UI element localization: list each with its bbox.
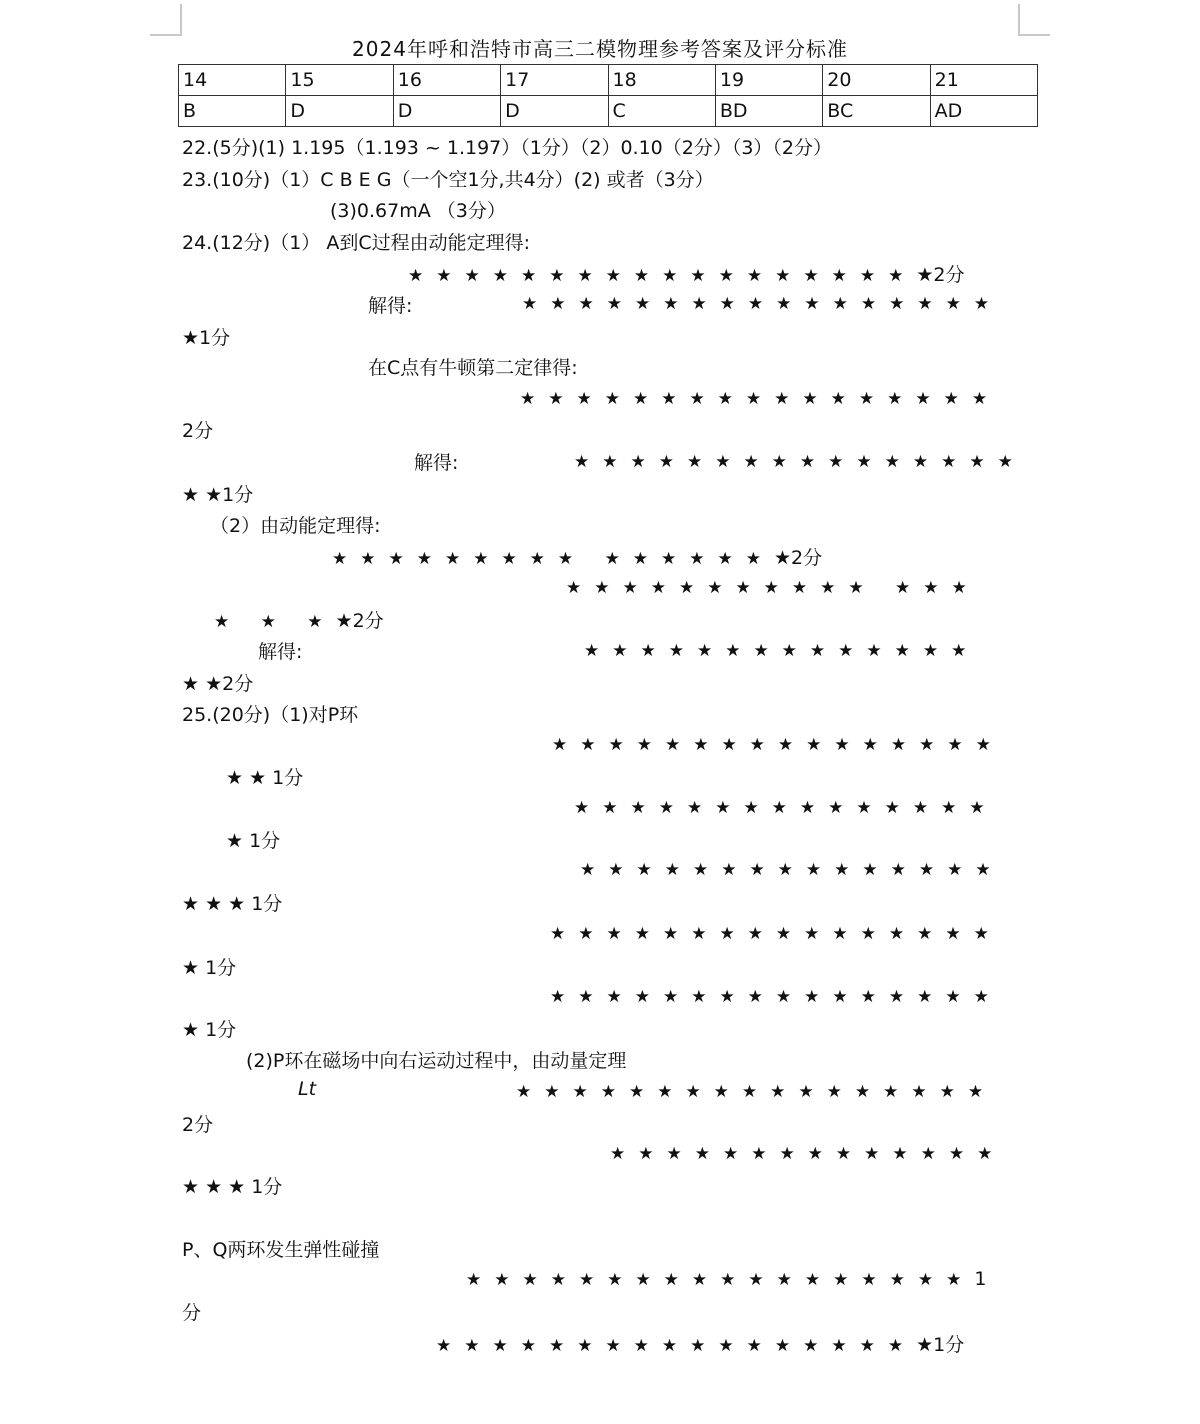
table-cell: 15: [286, 65, 393, 96]
formula-placeholder: ★★★★★★★★★★★★★★: [610, 1144, 1006, 1164]
formula-placeholder: ★★★★★★★★★★★ ★★★: [566, 578, 980, 598]
score-mark: ★ ★ ★ 1分: [182, 893, 283, 915]
page-title: 2024年呼和浩特市高三二模物理参考答案及评分标准: [352, 37, 848, 61]
score-mark: ★ 1分: [182, 957, 237, 979]
table-cell: BC: [823, 96, 930, 127]
table-cell: 21: [930, 65, 1037, 96]
score-mark: ★ ★ ★ 1分: [182, 1176, 283, 1198]
answer-line-newton: 在C点有牛顿第二定律得:: [368, 357, 578, 379]
table-cell: D: [501, 96, 608, 127]
formula-placeholder: ★★★★★★★★★★★★★★★★: [552, 735, 1004, 755]
table-cell: C: [608, 96, 715, 127]
page-corner-mark-left: [150, 4, 182, 36]
table-cell: B: [179, 96, 286, 127]
table-cell: AD: [930, 96, 1037, 127]
table-cell: D: [393, 96, 500, 127]
table-row-question-numbers: [179, 65, 1038, 96]
formula-placeholder: ★★★★★★★★★★★★★★★★★★1: [466, 1268, 987, 1290]
solve-label: 解得:: [414, 452, 459, 474]
formula-placeholder: ★★★★★★★★★★★★★★★: [574, 798, 998, 818]
formula-placeholder: ★★★★★★★★★★★★★★★★: [550, 924, 1002, 944]
page-corner-mark-right: [1018, 4, 1050, 36]
table-cell: 14: [179, 65, 286, 96]
table-cell: 18: [608, 65, 715, 96]
table-cell: D: [286, 96, 393, 127]
score-mark: ★ 1分: [226, 830, 281, 852]
table-cell: 16: [393, 65, 500, 96]
formula-placeholder: ★★★★★★★★★★★★★★★: [580, 860, 1004, 880]
formula-placeholder: ★★★★★★★★★★★★★★: [584, 641, 980, 661]
score-mark: ★ ★2分: [182, 673, 254, 695]
formula-placeholder: ★★★★★★★★★★★★★★★★★: [516, 1082, 997, 1102]
formula-placeholder: ★★★★★★★★★ ★★★★★★★2分: [332, 547, 823, 569]
solve-label: 解得:: [258, 641, 303, 663]
score-mark: ★ ★ ★★2分: [214, 610, 384, 632]
formula-placeholder: ★★★★★★★★★★★★★★★★★: [522, 294, 1003, 314]
formula-fragment: Lt: [298, 1078, 317, 1100]
score-mark: 分: [182, 1302, 202, 1324]
formula-placeholder: ★★★★★★★★★★★★★★★★: [574, 452, 1026, 472]
answer-line-q23-part3: (3)0.67mA （3分）: [330, 200, 506, 222]
formula-placeholder: ★★★★★★★★★★★★★★★★: [550, 987, 1002, 1007]
answer-line-q25-part2: (2)P环在磁场中向右运动过程中，由动量定理: [246, 1050, 627, 1072]
answer-line-q24: 24.(12分)（1） A到C过程由动能定理得:: [182, 232, 531, 254]
answer-table: [178, 64, 1038, 127]
table-cell: BD: [715, 96, 822, 127]
table-cell: 19: [715, 65, 822, 96]
answer-line-q25: 25.(20分)（1)对P环: [182, 704, 359, 726]
answer-line-q22: 22.(5分)(1) 1.195（1.193 ~ 1.197）（1分）（2）0.10（2分）（3）（2分）: [182, 137, 833, 159]
formula-placeholder: ★★★★★★★★★★★★★★★★★★1分: [436, 1334, 965, 1356]
answer-line-q24-part2: （2）由动能定理得:: [210, 515, 381, 537]
table-row-answers: [179, 96, 1038, 127]
answer-line-q23: 23.(10分)（1）C B E G（一个空1分,共4分）(2) 或者（3分）: [182, 169, 714, 191]
answer-line-collision: P、Q两环发生弹性碰撞: [182, 1239, 380, 1261]
score-mark: 2分: [182, 1114, 214, 1136]
score-mark: ★ ★ 1分: [226, 767, 304, 789]
score-mark: ★1分: [182, 327, 231, 349]
formula-placeholder: ★★★★★★★★★★★★★★★★★: [520, 389, 1001, 409]
score-mark: 2分: [182, 420, 214, 442]
table-cell: 20: [823, 65, 930, 96]
solve-label: 解得:: [368, 295, 413, 317]
score-mark: ★ 1分: [182, 1019, 237, 1041]
score-mark: ★ ★1分: [182, 484, 254, 506]
formula-placeholder: ★★★★★★★★★★★★★★★★★★★2分: [408, 264, 965, 286]
table-cell: 17: [501, 65, 608, 96]
